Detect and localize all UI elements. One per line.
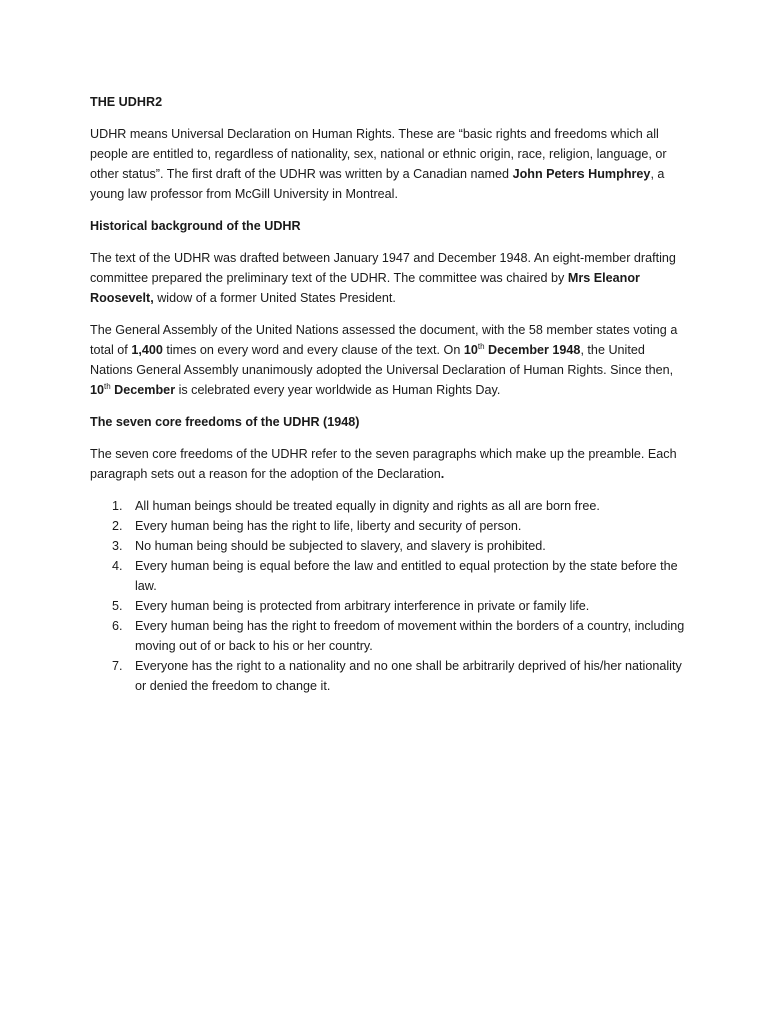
list-item-text: No human being should be subjected to slavery, and slavery is prohibited. xyxy=(135,539,546,553)
list-item-text: Every human being is protected from arbitrary interference in private or family life. xyxy=(135,599,590,613)
freedoms-list xyxy=(90,496,690,696)
historical-p2-superscript-2: th xyxy=(104,381,111,391)
list-item-number: 6. xyxy=(112,619,123,633)
intro-bold-name: John Peters Humphrey xyxy=(512,167,651,181)
freedoms-heading: The seven core freedoms of the UDHR (1948) xyxy=(90,415,360,429)
historical-heading: Historical background of the UDHR xyxy=(90,219,301,233)
list-item-number: 3. xyxy=(112,539,123,553)
historical-p2-bold-month: December 1948 xyxy=(484,343,581,357)
freedoms-intro-bold-period: . xyxy=(440,467,445,481)
list-item-text: Everyone has the right to a nationality and no one shall be arbitrarily deprived of his/her nationality or denied the freedom to change it. xyxy=(135,659,682,693)
list-item-number: 2. xyxy=(112,519,123,533)
historical-p2-text-2: times on every word and every clause of the text. On xyxy=(162,343,464,357)
document-page xyxy=(90,92,690,696)
list-item-text: Every human being is equal before the law and entitled to equal protection by the state before the law. xyxy=(135,559,678,593)
list-item xyxy=(90,656,690,696)
intro-text-1: UDHR means Universal Declaration on Human Rights. These are “basic rights and freedoms which all people are entitled to, regardless of nationality, sex, national or ethnic origin, race, religion, language, or other status”. The first draft of the UDHR was written by a Canadian named xyxy=(90,127,667,181)
freedoms-intro-text: The seven core freedoms of the UDHR refer to the seven paragraphs which make up the preamble. Each paragraph sets out a reason for the adoption of the Declaration xyxy=(90,447,677,481)
freedoms-intro-paragraph xyxy=(90,444,690,484)
historical-p2-bold-day: 10 xyxy=(463,343,478,357)
list-item xyxy=(90,516,690,536)
historical-paragraph-2 xyxy=(90,320,690,400)
list-item-text: Every human being has the right to freedom of movement within the borders of a country, including moving out of or back to his or her country. xyxy=(135,619,685,653)
list-item xyxy=(90,536,690,556)
historical-p2-bold-votes: 1,400 xyxy=(131,343,163,357)
historical-p2-bold-day-2: 10 xyxy=(90,383,105,397)
historical-p2-text-1: The General Assembly of the United Nations assessed the document, with the 58 member states voting a total of xyxy=(90,323,678,357)
historical-p2-text-4: is celebrated every year worldwide as Human Rights Day. xyxy=(175,383,501,397)
list-item-number: 1. xyxy=(112,499,123,513)
historical-p2-text-3: , the United Nations General Assembly unanimously adopted the Universal Declaration of Human Rights. Since then, xyxy=(90,343,674,377)
historical-p1-text-1: The text of the UDHR was drafted between January 1947 and December 1948. An eight-member drafting committee prepared the preliminary text of the UDHR. The committee was chaired by xyxy=(90,251,676,285)
list-item xyxy=(90,596,690,616)
list-item xyxy=(90,556,690,596)
list-item-text: Every human being has the right to life, liberty and security of person. xyxy=(135,519,522,533)
historical-p1-text-2: widow of a former United States President. xyxy=(153,291,396,305)
list-item xyxy=(90,616,690,656)
list-item-number: 5. xyxy=(112,599,123,613)
historical-paragraph-1 xyxy=(90,248,690,308)
document-title: THE UDHR2 xyxy=(90,95,163,109)
list-item-text: All human beings should be treated equally in dignity and rights as all are born free. xyxy=(135,499,600,513)
intro-text-2: , a young law professor from McGill University in Montreal. xyxy=(90,167,665,201)
historical-p2-bold-month-2: December xyxy=(110,383,176,397)
historical-p2-superscript-1: th xyxy=(477,341,485,351)
list-item-number: 4. xyxy=(112,559,123,573)
historical-p1-bold: Mrs Eleanor Roosevelt, xyxy=(90,271,640,305)
list-item xyxy=(90,496,690,516)
list-item-number: 7. xyxy=(112,659,123,673)
intro-paragraph xyxy=(90,124,690,204)
